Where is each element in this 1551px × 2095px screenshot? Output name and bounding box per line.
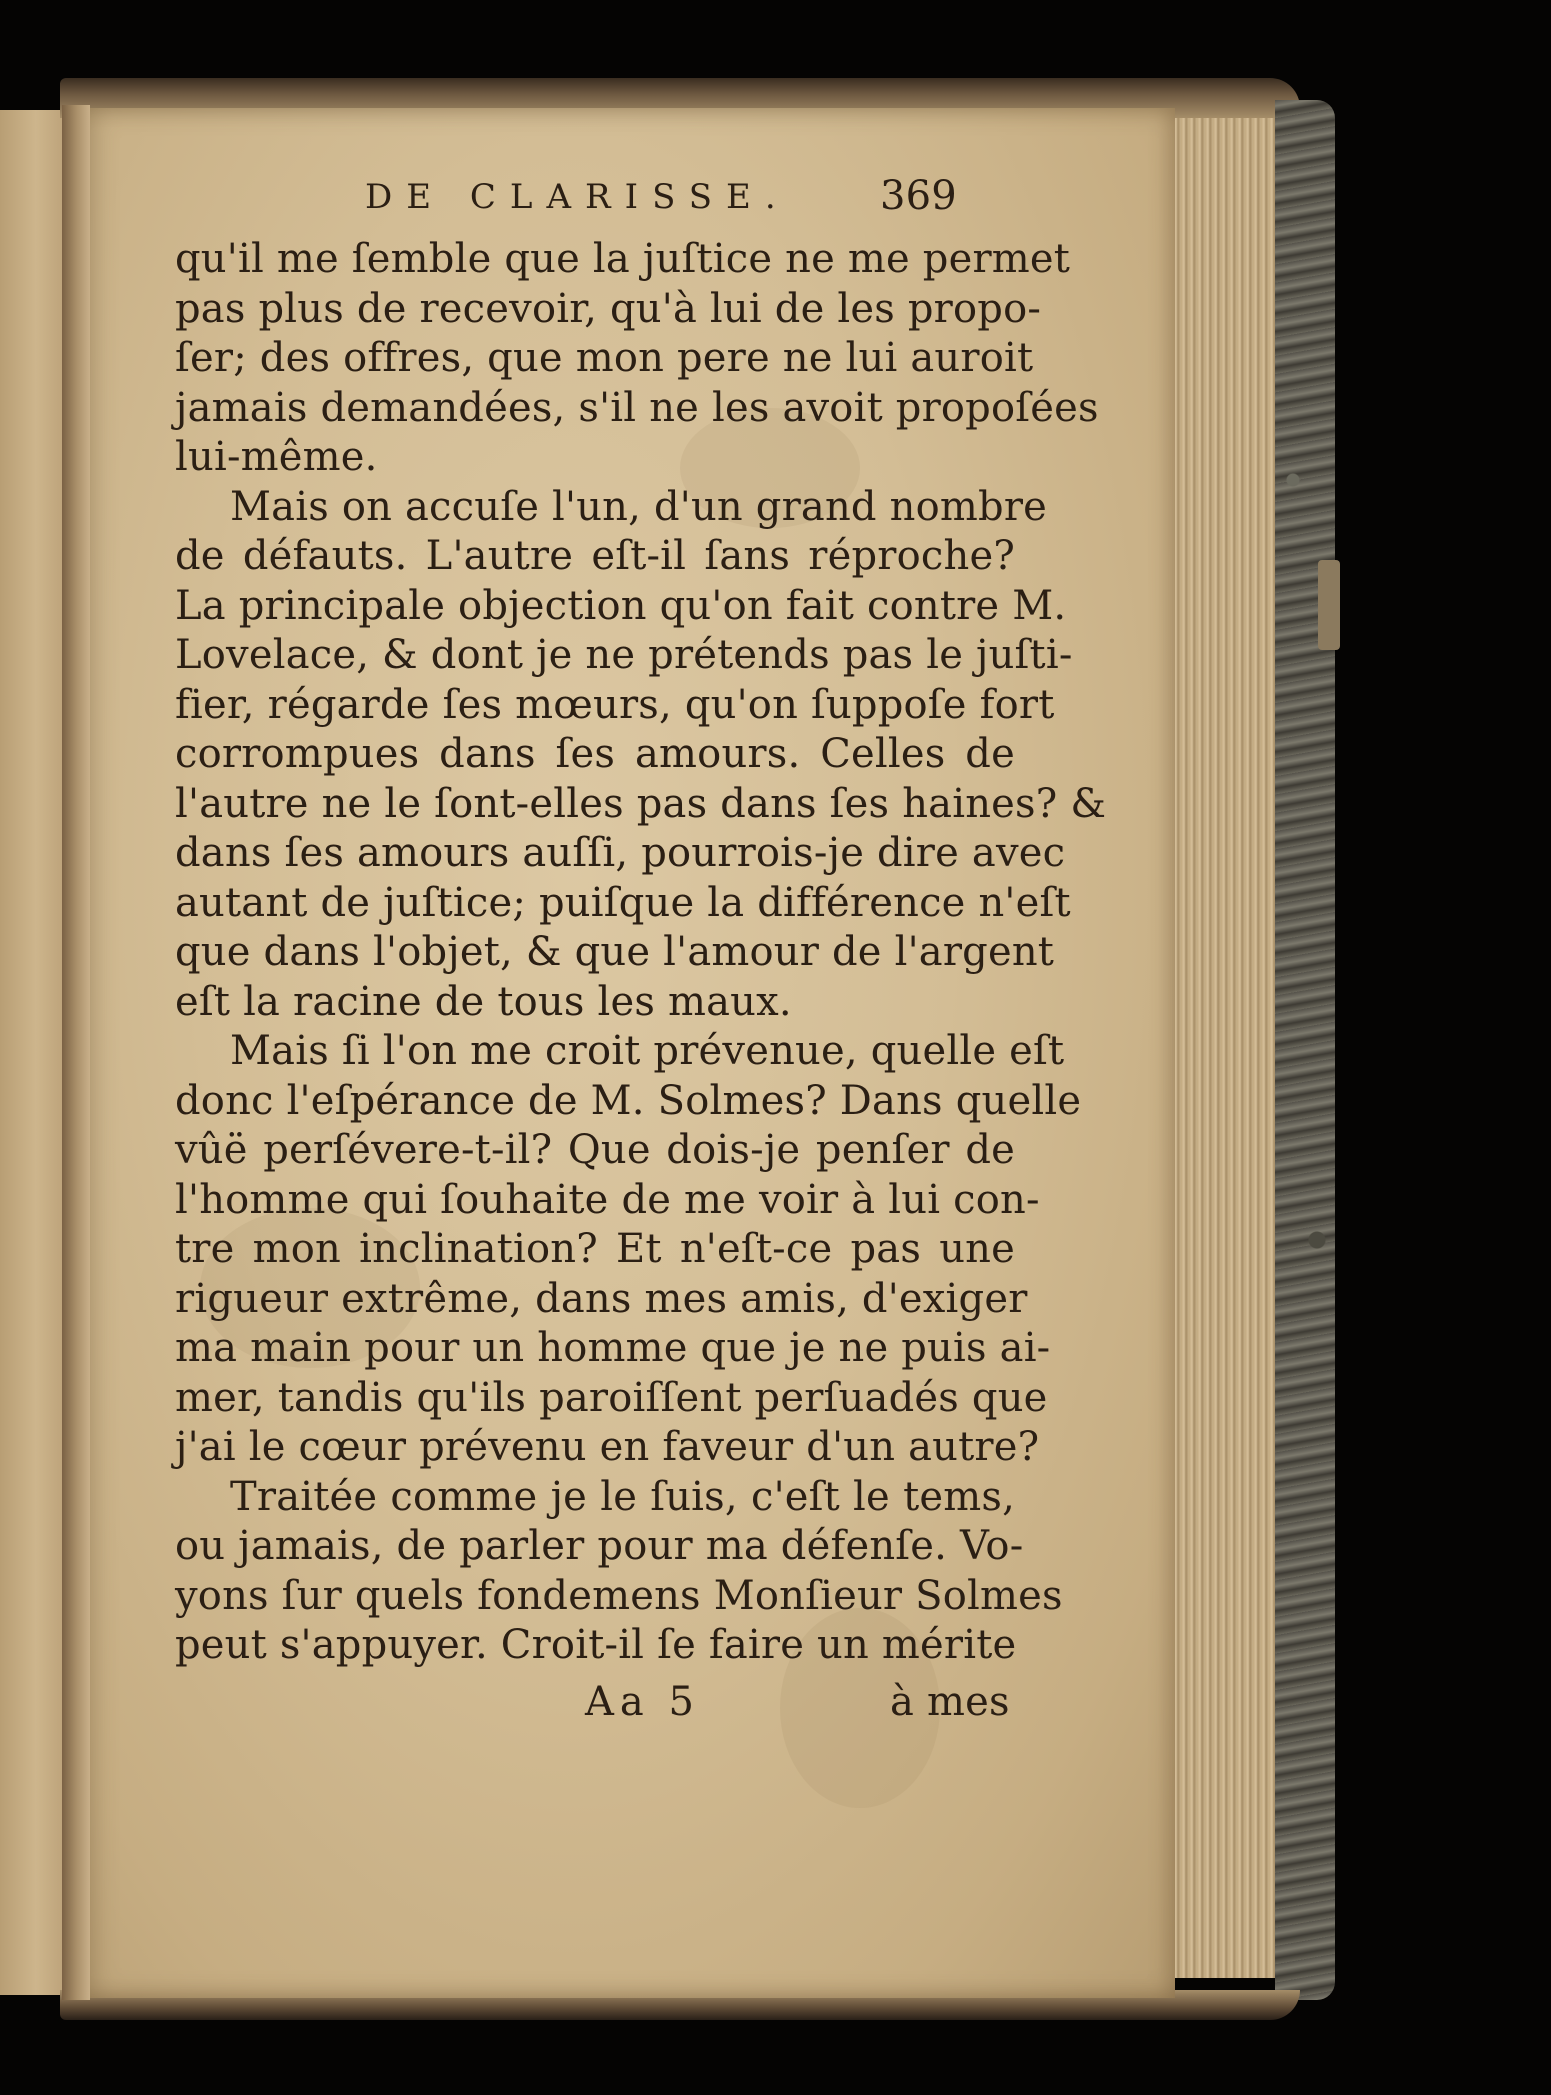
text-line: que dans l'objet, & que l'amour de l'argent — [175, 929, 1055, 975]
text-line: dans ſes amours auſſi, pourrois-je dire avec — [175, 830, 1066, 876]
text-line: yons ſur quels fondemens Monſieur Solmes — [175, 1572, 1063, 1619]
text-line: ou jamais, de parler pour ma défenſe. Vo- — [175, 1523, 1024, 1569]
text-line: pas plus de recevoir, qu'à lui de les propo- — [175, 285, 1042, 332]
book-gutter — [62, 105, 90, 2000]
marbled-back-cover — [1275, 100, 1335, 2000]
page-header — [175, 165, 1015, 235]
text-line: j'ai le cœur prévenu en faveur d'un autre? — [175, 1424, 1040, 1470]
text-line: autant de juſtice; puiſque la différence n'eſt — [175, 879, 1071, 926]
text-line: ma main pour un homme que je ne puis ai- — [175, 1325, 1051, 1371]
text-line: lui-même. — [175, 434, 378, 480]
text-line: ſer; des offres, que mon pere ne lui auroit — [175, 335, 1034, 381]
text-line: l'autre ne le ſont-elles pas dans ſes haines? & — [175, 780, 1107, 827]
page-fore-edge — [1165, 118, 1281, 1978]
running-title: DE CLARISSE. — [365, 177, 790, 217]
text-line: mer, tandis qu'ils paroiſſent perſuadés que — [175, 1374, 1048, 1421]
cover-clasp — [1318, 560, 1340, 650]
body-text — [175, 235, 1107, 1671]
catchword: à mes — [890, 1678, 1010, 1725]
page-footer — [175, 1673, 1015, 1733]
signature-mark: Aa 5 — [585, 1678, 700, 1725]
text-line: fier, régarde ſes mœurs, qu'on ſuppoſe fort — [175, 681, 1055, 728]
text-line: Mais ſi l'on me croit prévenue, quelle eſt — [230, 1028, 1065, 1074]
text-line: jamais demandées, s'il ne les avoit propoſées — [175, 384, 1099, 431]
text-line: l'homme qui ſouhaite de me voir à lui con- — [175, 1176, 1040, 1223]
text-line: vûë perſévere-t-il? Que dois-je penſer de — [175, 1127, 1015, 1173]
text-line: eſt la racine de tous les maux. — [175, 978, 792, 1025]
text-line: qu'il me ſemble que la juſtice ne me permet — [175, 236, 1071, 282]
text-line: corrompues dans ſes amours. Celles de — [175, 731, 1015, 777]
text-line: Mais on accuſe l'un, d'un grand nombre — [230, 483, 1048, 530]
text-line: Lovelace, & dont je ne prétends pas le juſti- — [175, 632, 1073, 678]
text-line: de défauts. L'autre eſt-il ſans réproche? — [175, 533, 1015, 579]
text-line: rigueur extrême, dans mes amis, d'exiger — [175, 1275, 1028, 1322]
text-line: donc l'eſpérance de M. Solmes? Dans quelle — [175, 1077, 1082, 1124]
text-line: tre mon inclination? Et n'eſt-ce pas une — [175, 1226, 1015, 1272]
text-line: Traitée comme je le ſuis, c'eſt le tems, — [230, 1473, 1015, 1520]
text-line: La principale objection qu'on fait contre M. — [175, 582, 1067, 629]
page-text-block — [175, 165, 1107, 1733]
text-line: peut s'appuyer. Croit-il ſe faire un mérite — [175, 1622, 1017, 1668]
page-number: 369 — [880, 173, 957, 219]
